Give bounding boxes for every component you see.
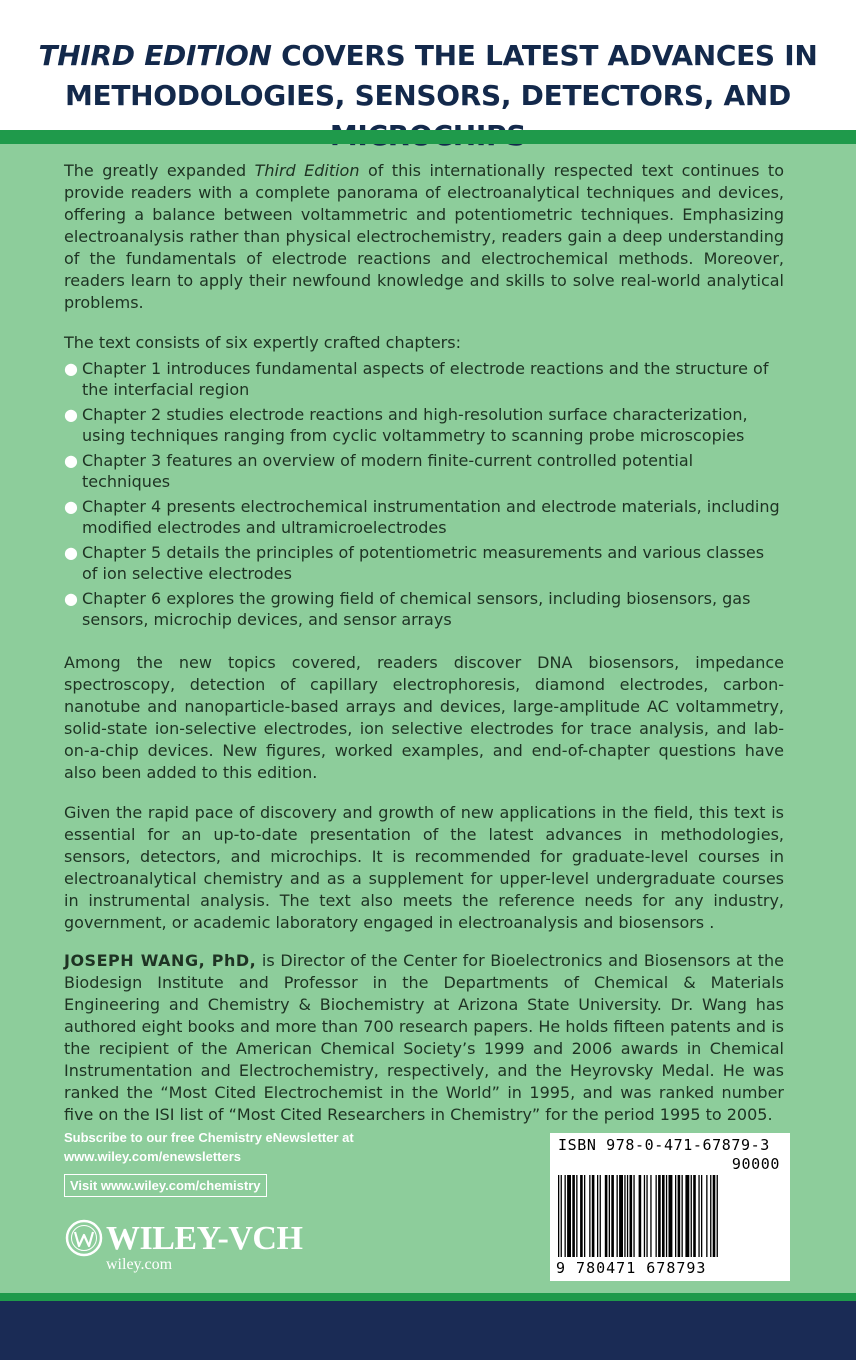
chapter-text: Chapter 4 presents electrochemical instrumentation and electrode materials, including modified electrodes and ultramicroelectrodes	[82, 497, 780, 537]
barcode-bar	[609, 1175, 610, 1257]
barcode-bar	[633, 1175, 634, 1257]
barcode-bar	[646, 1175, 647, 1257]
barcode-bar	[682, 1175, 683, 1257]
bullet-icon: ●	[64, 451, 78, 470]
footer-green-rule	[0, 1293, 856, 1301]
price-code: 90000	[731, 1155, 780, 1173]
barcode-bar	[572, 1175, 575, 1257]
chapter-item	[64, 404, 784, 446]
intro-edition-italic: Third Edition	[254, 161, 360, 180]
barcode-bar	[592, 1175, 595, 1257]
barcode-bar	[561, 1175, 562, 1257]
header-banner	[0, 0, 856, 130]
barcode-bar	[558, 1175, 559, 1257]
chapter-item	[64, 588, 784, 630]
chapter-text: Chapter 6 explores the growing field of chemical sensors, including biosensors, gas sensors, microchip devices, and sensor arrays	[82, 589, 751, 629]
bullet-icon: ●	[64, 589, 78, 608]
barcode-bar	[710, 1175, 711, 1257]
barcode-bar	[656, 1175, 657, 1257]
new-topics-paragraph: Among the new topics covered, readers discover DNA biosensors, impedance spectroscopy, detection of capillary electrophoresis, diamond electrodes, carbon-nanotube and nanoparticle-based arrays and devices, large-amplitude AC voltammetry, solid-state ion-selective electrodes, ion selective electrodes for trace analysis, and lab-on-a-chip devices. New figures, worked examples, and end-of-chapter questions have also been added to this edition.	[64, 653, 784, 782]
bullet-icon: ●	[64, 359, 78, 378]
barcode-bar	[630, 1175, 633, 1257]
isbn-number: ISBN 978-0-471-67879-3	[558, 1136, 770, 1154]
barcode-bar	[617, 1175, 618, 1257]
chapter-item	[64, 358, 784, 400]
applications-paragraph: Given the rapid pace of discovery and growth of new applications in the field, this text is essential for an up-to-date presentation of the latest advances in methodologies, sensors, detectors, and microchips. It is recommended for graduate-level courses in electroanalytical chemistry and as a supplement for upper-level undergraduate courses in instrumental analysis. The text also meets the reference needs for any industry, government, or academic laboratory engaged in electroanalysis and biosensors .	[64, 803, 784, 932]
barcode-bar	[678, 1175, 681, 1257]
chapter-text: Chapter 1 introduces fundamental aspects of electrode reactions and the structure of the interfacial region	[82, 359, 769, 399]
barcode-bar	[713, 1175, 716, 1257]
barcode-bar	[584, 1175, 585, 1257]
barcode-bar	[639, 1175, 642, 1257]
newsletter-link[interactable]: www.wiley.com/enewsletters	[64, 1149, 242, 1164]
chapters-intro: The text consists of six expertly crafted chapters:	[64, 333, 461, 352]
chapter-list	[64, 358, 784, 630]
chapter-text: Chapter 5 details the principles of potentiometric measurements and various classes of ion selective electrodes	[82, 543, 765, 583]
barcode-bar	[675, 1175, 676, 1257]
publisher-name: WILEY-VCH	[106, 1220, 303, 1257]
barcode-bar	[669, 1175, 673, 1257]
barcode-bar	[698, 1175, 699, 1257]
bullet-icon: ●	[64, 497, 78, 516]
publisher-logo	[64, 1218, 324, 1278]
barcode-bar	[589, 1175, 590, 1257]
barcode-bar	[691, 1175, 692, 1257]
subscribe-text: Subscribe to our free Chemistry eNewsletter at	[64, 1130, 354, 1145]
author-bio	[64, 950, 784, 1126]
barcode-bar	[567, 1175, 571, 1257]
barcode-bar	[611, 1175, 614, 1257]
barcode-bar	[597, 1175, 598, 1257]
barcode-bar	[685, 1175, 689, 1257]
intro-paragraph	[64, 160, 784, 314]
barcode-bar	[658, 1175, 661, 1257]
barcode-bar	[644, 1175, 645, 1257]
barcode-bar	[624, 1175, 625, 1257]
blurb-content	[64, 160, 784, 1126]
chapter-text: Chapter 3 features an overview of modern finite-current controlled potential techniques	[82, 451, 694, 491]
intro-text-start: The greatly expanded	[64, 161, 255, 180]
ean-digits: 9 780471 678793	[556, 1259, 707, 1277]
barcode-bar	[717, 1175, 718, 1257]
barcode-bar	[605, 1175, 608, 1257]
barcode-bar	[650, 1175, 651, 1257]
barcode-bar	[576, 1175, 577, 1257]
isbn-barcode	[550, 1133, 790, 1281]
barcode-bar	[580, 1175, 583, 1257]
chapter-item	[64, 542, 784, 584]
barcode-bars	[556, 1175, 784, 1257]
author-bio-text: is Director of the Center for Bioelectronics and Biosensors at the Biodesign Institute and Professor in the Departments of Chemical & Materials Engineering and Chemistry & Biochemistry at Arizona State University. Dr. Wang has authored eight books and more than 700 research papers. He holds fifteen patents and is the recipient of the American Chemical Society’s 1999 and 2006 awards in Chemical Instrumentation and Electrochemistry, respectively, and the Heyrovsky Medal. He was ranked the “Most Cited Electrochemist in the World” in 1995, and was ranked number five on the ISI list of “Most Cited Researchers in Chemistry” for the period 1995 to 2005.	[64, 951, 785, 1124]
footer-navy-band	[0, 1301, 856, 1360]
chapter-item	[64, 450, 784, 492]
barcode-bar	[666, 1175, 667, 1257]
chapter-item	[64, 496, 784, 538]
header-green-rule	[0, 130, 856, 144]
intro-text-end: of this internationally respected text continues to provide readers with a complete panorama of electroanalytical techniques and devices, offering a balance between voltammetric and potentiometric techniques. Emphasizing electroanalysis rather than physical electrochemistry, readers gain a deep understanding of the fundamentals of electrode reactions and electrochemical methods. Moreover, readers learn to apply their newfound knowledge and skills to solve real-world analytical problems.	[64, 161, 784, 312]
footer-links	[64, 1128, 364, 1197]
bullet-icon: ●	[64, 543, 78, 562]
headline-line1-rest: COVERS THE LATEST ADVANCES IN	[271, 39, 818, 72]
barcode-bar	[693, 1175, 696, 1257]
author-name: JOSEPH WANG, PhD,	[64, 951, 257, 970]
barcode-bar	[706, 1175, 707, 1257]
barcode-bar	[565, 1175, 566, 1257]
publisher-url[interactable]: wiley.com	[106, 1256, 173, 1273]
wiley-emblem-icon	[64, 1218, 104, 1258]
headline-italic: THIRD EDITION	[38, 39, 272, 72]
headline-line2: METHODOLOGIES, SENSORS, DETECTORS, AND	[64, 79, 791, 112]
barcode-bar	[662, 1175, 665, 1257]
barcode-bar	[701, 1175, 702, 1257]
visit-chemistry-link[interactable]: Visit www.wiley.com/chemistry	[64, 1174, 267, 1197]
barcode-bar	[627, 1175, 628, 1257]
barcode-bar	[619, 1175, 623, 1257]
chapter-text: Chapter 2 studies electrode reactions and high-resolution surface characterization, using techniques ranging from cyclic voltammetry to scanning probe microscopies	[82, 405, 748, 445]
bullet-icon: ●	[64, 405, 78, 424]
barcode-bar	[600, 1175, 601, 1257]
